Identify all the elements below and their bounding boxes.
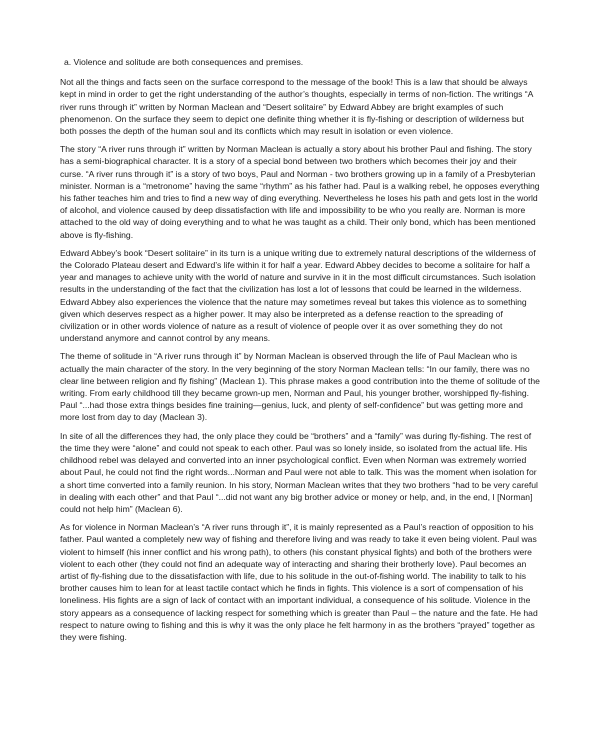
paragraph-violence: As for violence in Norman Maclean’s “A river runs through it”, it is mainly represented as a Paul’s reaction of opposition to his father. Paul wanted a completely new way of fishing and therefore living and was ready to take it even being violent. Paul was violent to himself (his inner conflict and his wrong path), to others (his constant physical fights) and both of the brothers were violent to each other (they could not find an adequate way of interacting and sharing their brotherly love). Paul becomes an artist of fly-fishing due to the dissatisfaction with life, due to his solitude in the out-of-fishing world. The inability to talk to his brother causes him to lean for at least tactile contact which he finds in fights. This violence is a sort of compensation of his loneliness. His fights are a sign of lack of contact with an important individual, a consequence of his solitude. Violence in the story appears as a consequence of lacking respect for something which is greater than Paul – the nature and the fate. He had respect to nature owing to fishing and this is why it was the only place he felt harmony in as the brothers “prayed” together as they were fishing.: [60, 522, 538, 642]
paragraph-solitude-theme: The theme of solitude in “A river runs through it” by Norman Maclean is observed through the life of Paul Maclean who is actually the main character of the story. In the very beginning of the story Norman Maclean tells: “In our family, there was no clear line between religion and fly fishing” (Maclean 1). This phrase makes a good contribution into the theme of solitude of the writing. From early childhood till they became grown-up men, Norman and Paul, his younger brother, worshipped fly-fishing. Paul “...had those extra things besides fine training—genius, luck, and plenty of self-confidence” but was getting more and more lost from day to day (Maclean 3).: [60, 351, 540, 423]
paragraph-desert-solitaire: Edward Abbey’s book “Desert solitaire” in its turn is a unique writing due to extremely natural descriptions of the wilderness of the Colorado Plateau desert and Edward’s life within it for half a year. Edward Abbey decides to become a solitaire for half a year and manages to achieve unity with the world of nature and survive in it in the most difficult circumstances. Such isolation results in the understanding of the fact that the civilization has lost a lot of lessons that could be learned in the wilderness. Edward Abbey also experiences the violence that the nature may sometimes reveal but takes this violence as to something given which deserves respect as a higher power. It may also be interpreted as a defense reaction to the spreading of civilization or in other words violence of nature as a result of violence of people over it as over something they do not understand anymore and cannot control by any means.: [60, 247, 536, 344]
paragraph-differences: In site of all the differences they had, the only place they could be “brothers” and a “family” was during fly-fishing. The rest of the time they were “alone” and could not speak to each other. Paul was so lonely inside, so isolated from the actual life. His childhood rebel was delayed and converted into an inner psychological conflict. Even when Norman was extremely worried about Paul, he could not find the right words...Norman and Paul were not able to talk. This was the moment when isolation for a short time converted into a family reunion. In his story, Norman Maclean writes that they two brothers “had to be very careful in dealing with each other” and that Paul “...did not want any big brother advice or money or help, and, in the end, I [Norman] could not help him” (Maclean 6).: [60, 430, 538, 514]
paragraph-intro: Not all the things and facts seen on the surface correspond to the message of the book! This is a law that should be always kept in mind in order to get the right understanding of the author’s thoughts, especially in terms of non-fiction. The writings “A river runs through it” written by Norman Maclean and “Desert solitaire” by Edward Abbey are bright examples of such phenomenon. On the surface they seem to depict one definite thing whether it is fly-fishing or description of wilderness but both posses the depth of the human soul and its conflicts which may result in isolation or even violence.: [60, 77, 533, 137]
section-heading: a. Violence and solitude are both consequences and premises.: [64, 57, 304, 67]
paragraph-river-story: The story “A river runs through it” written by Norman Maclean is actually a story about his brother Paul and fishing. The story has a semi-biographical character. It is a story of a special bond between two brothers which becomes their joy and their curse. “A river runs through it” is a story of two boys, Paul and Norman - two brothers growing up in a family of a Presbyterian minister. Norman is a “metronome” having the same “rhythm” as his father had. Paul is a walking rebel, he opposes everything his father teaches him and tries to find a new way of ding everything. Nevertheless he loses his path and gets lost in the world of alcohol, and violence caused by deep dissatisfaction with life and impossibility to be who you really are. Norman is more attached to the old way of doing everything and to what he was taught as a child. Their only bond, which has been mentioned above is fly-fishing.: [60, 144, 540, 240]
